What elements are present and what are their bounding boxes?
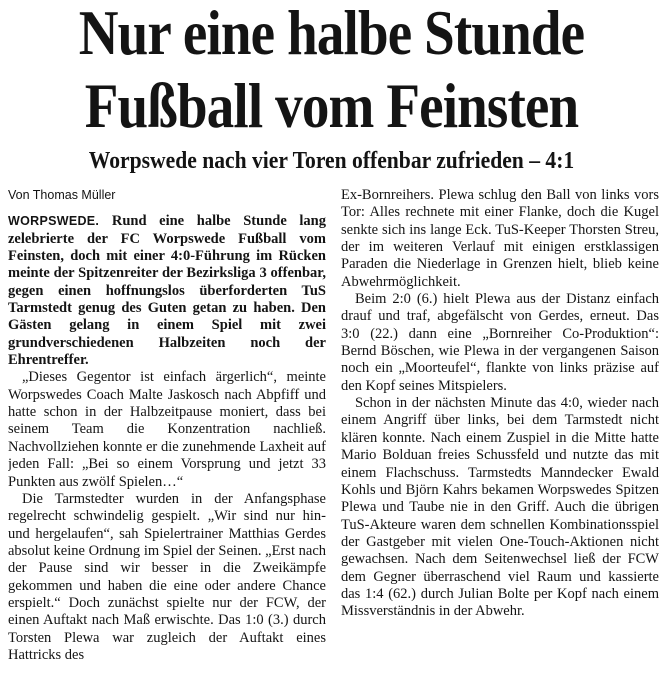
lead-text: Rund eine halbe Stunde lang zelebrierte der FC Worpswede Fußball vom Feinsten, doch mit einer 4:0-Führung im Rücken meinte der Spitzenreiter der Bezirksliga 3 offenbar, gegen einen hoffnungslos überforderten TuS Tarmstedt genug des Guten getan zu haben. Den Gästen gelang in einem Spiel mit zwei grundverschiedenen Halbzeiten noch der Ehrentreffer.: [8, 213, 326, 369]
headline-line-2: Fußball vom Feinsten: [84, 70, 579, 141]
body-paragraph: Beim 2:0 (6.) hielt Plewa aus der Distanz einfach drauf und traf, abgefälscht von Gerdes, erneut. Das 3:0 (22.) dann eine „Bornreiher Co-Produktion“: Bernd Böschen, wie Plewa in der vergangenen Saison noch ein „Moorteufel“, flankte von links präzise auf den Kopf seines Mitspielers.: [341, 291, 659, 394]
body-paragraph: Ex-Bornreihers. Plewa schlug den Ball von links vors Tor: Alles rechnete mit einer Flanke, doch die Kugel senkte sich ins lange Eck. TuS-Keeper Thorsten Streu, der im weiteren Verlauf mit einigen erstklassigen Paraden die Niederlage in Grenzen hielt, blieb keine Abwehrmöglichkeit.: [341, 187, 659, 290]
headline-line-1: Nur eine halbe Stunde: [78, 0, 585, 68]
body-paragraph: Schon in der nächsten Minute das 4:0, wieder nach einem Angriff über links, bei dem Tarmstedt nicht klären konnte. Nach einem Zuspiel in die Mitte hatte Mario Bolduan freies Schussfeld und nutzte das mit einem Flachschuss. Tarmstedts Manndecker Ewald Kohls und Björn Kahrs bekamen Worpswedes Spitzen Plewa und Taube nie in den Griff. Auch die übrigen TuS-Akteure waren dem schnellen Kombinationsspiel der Gastgeber mit vielen One-Touch-Aktionen nicht gewachsen. Nach dem Seitenwechsel ließ der FCW dem Gegner überraschend viel Raum und kassierte das 1:4 (62.) durch Julian Bolte per Kopf nach einem Missverständnis in der Abwehr.: [341, 395, 659, 620]
body-paragraph: Die Tarmstedter wurden in der Anfangsphase regelrecht schwindelig gespielt. „Wir sind nur hin- und hergelaufen“, sah Spielertrainer Matthias Gerdes absolut keine Ordnung im Spiel der Seinen. „Erst nach der Pause sind wir besser in die Zweikämpfe gekommen und haben die eine oder andere Chance erspielt.“ Doch zunächst spielte nur der FCW, der einen Auftakt nach Maß erwischte. Das 1:0 (3.) durch Torsten Plewa war zugleich der Auftakt eines Hattricks des: [8, 490, 326, 663]
byline: Von Thomas Müller: [8, 188, 116, 202]
lead-paragraph: [8, 213, 326, 369]
body-paragraph: „Dieses Gegentor ist einfach ärgerlich“, meinte Worpswedes Coach Malte Jaskosch nach Abpfiff und hatte schon in der Halbzeitpause moniert, dass bei seinem Team die Konzentration nachließ. Nachvollziehen konnte er die zunehmende Laxheit auf jeden Fall: „Bei so einem Vorsprung und jetzt 33 Punkten aus zwölf Spielen…“: [8, 369, 326, 490]
subheadline: Worpswede nach vier Toren offenbar zufrieden – 4:1: [88, 148, 575, 174]
article-column-right: [341, 187, 659, 695]
article-column-left: [8, 187, 326, 695]
dateline: WORPSWEDE.: [8, 214, 100, 229]
